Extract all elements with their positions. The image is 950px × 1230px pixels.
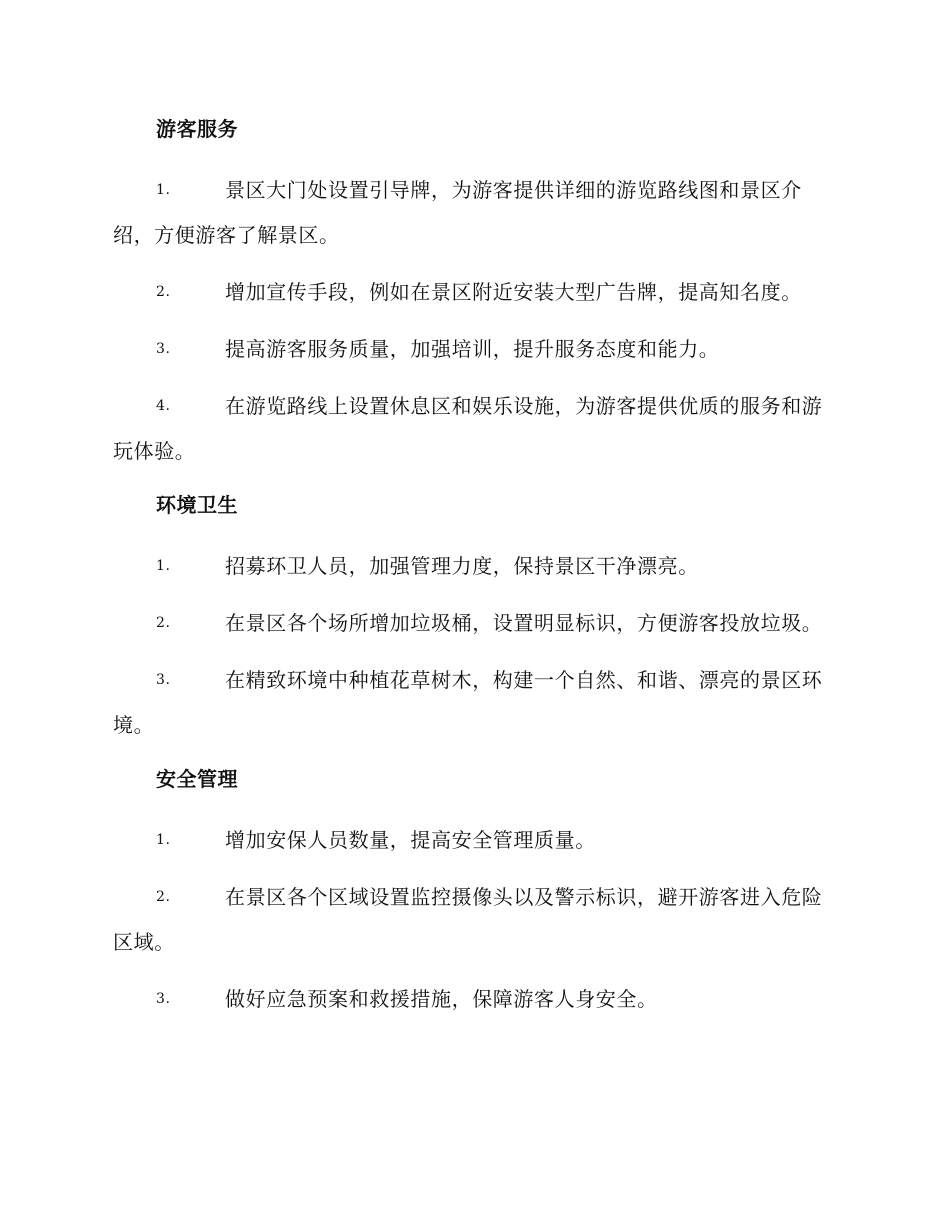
list-item — [113, 384, 835, 474]
list-item-text: 在游览路线上设置休息区和娱乐设施，为游客提供优质的服务和游玩体验。 — [113, 394, 823, 463]
list-item — [113, 270, 835, 315]
list-item-number: 3. — [156, 672, 171, 688]
document-body — [113, 110, 835, 1034]
list-item-number: 1. — [156, 182, 171, 198]
section-heading: 环境卫生 — [156, 493, 238, 517]
list-item-text: 在景区各个场所增加垃圾桶，设置明显标识，方便游客投放垃圾。 — [225, 611, 823, 635]
list-item-text: 提高游客服务质量，加强培训，提升服务态度和能力。 — [225, 337, 720, 361]
list-item-text: 招募环卫人员，加强管理力度，保持景区干净漂亮。 — [225, 554, 699, 578]
list-item-text: 增加安保人员数量，提高安全管理质量。 — [225, 828, 596, 852]
list-item — [113, 168, 835, 258]
section-heading: 游客服务 — [156, 117, 238, 141]
section-visitor-service — [113, 110, 835, 474]
list-item-number: 3. — [156, 991, 171, 1007]
list-item-number: 3. — [156, 341, 171, 357]
list-item — [113, 601, 835, 646]
list-item — [113, 327, 835, 372]
list-item-number: 1. — [156, 832, 171, 848]
list-item-text: 增加宣传手段，例如在景区附近安装大型广告牌，提高知名度。 — [225, 280, 802, 304]
list-item — [113, 818, 835, 863]
list-item-text: 在景区各个区域设置监控摄像头以及警示标识，避开游客进入危险区域。 — [113, 885, 823, 954]
list-item — [113, 658, 835, 748]
list-item-text: 景区大门处设置引导牌，为游客提供详细的游览路线图和景区介绍，方便游客了解景区。 — [113, 178, 802, 247]
list-item-number: 4. — [156, 398, 171, 414]
section-environment-hygiene — [113, 486, 835, 748]
list-item — [113, 875, 835, 965]
list-item-number: 1. — [156, 558, 171, 574]
list-item-number: 2. — [156, 889, 171, 905]
section-heading: 安全管理 — [156, 767, 238, 791]
list-item-text: 做好应急预案和救援措施，保障游客人身安全。 — [225, 987, 658, 1011]
section-safety-management — [113, 760, 835, 1022]
list-item — [113, 544, 835, 589]
list-item-text: 在精致环境中种植花草树木，构建一个自然、和谐、漂亮的景区环境。 — [113, 668, 823, 737]
list-item-number: 2. — [156, 284, 171, 300]
list-item — [113, 977, 835, 1022]
list-item-number: 2. — [156, 615, 171, 631]
